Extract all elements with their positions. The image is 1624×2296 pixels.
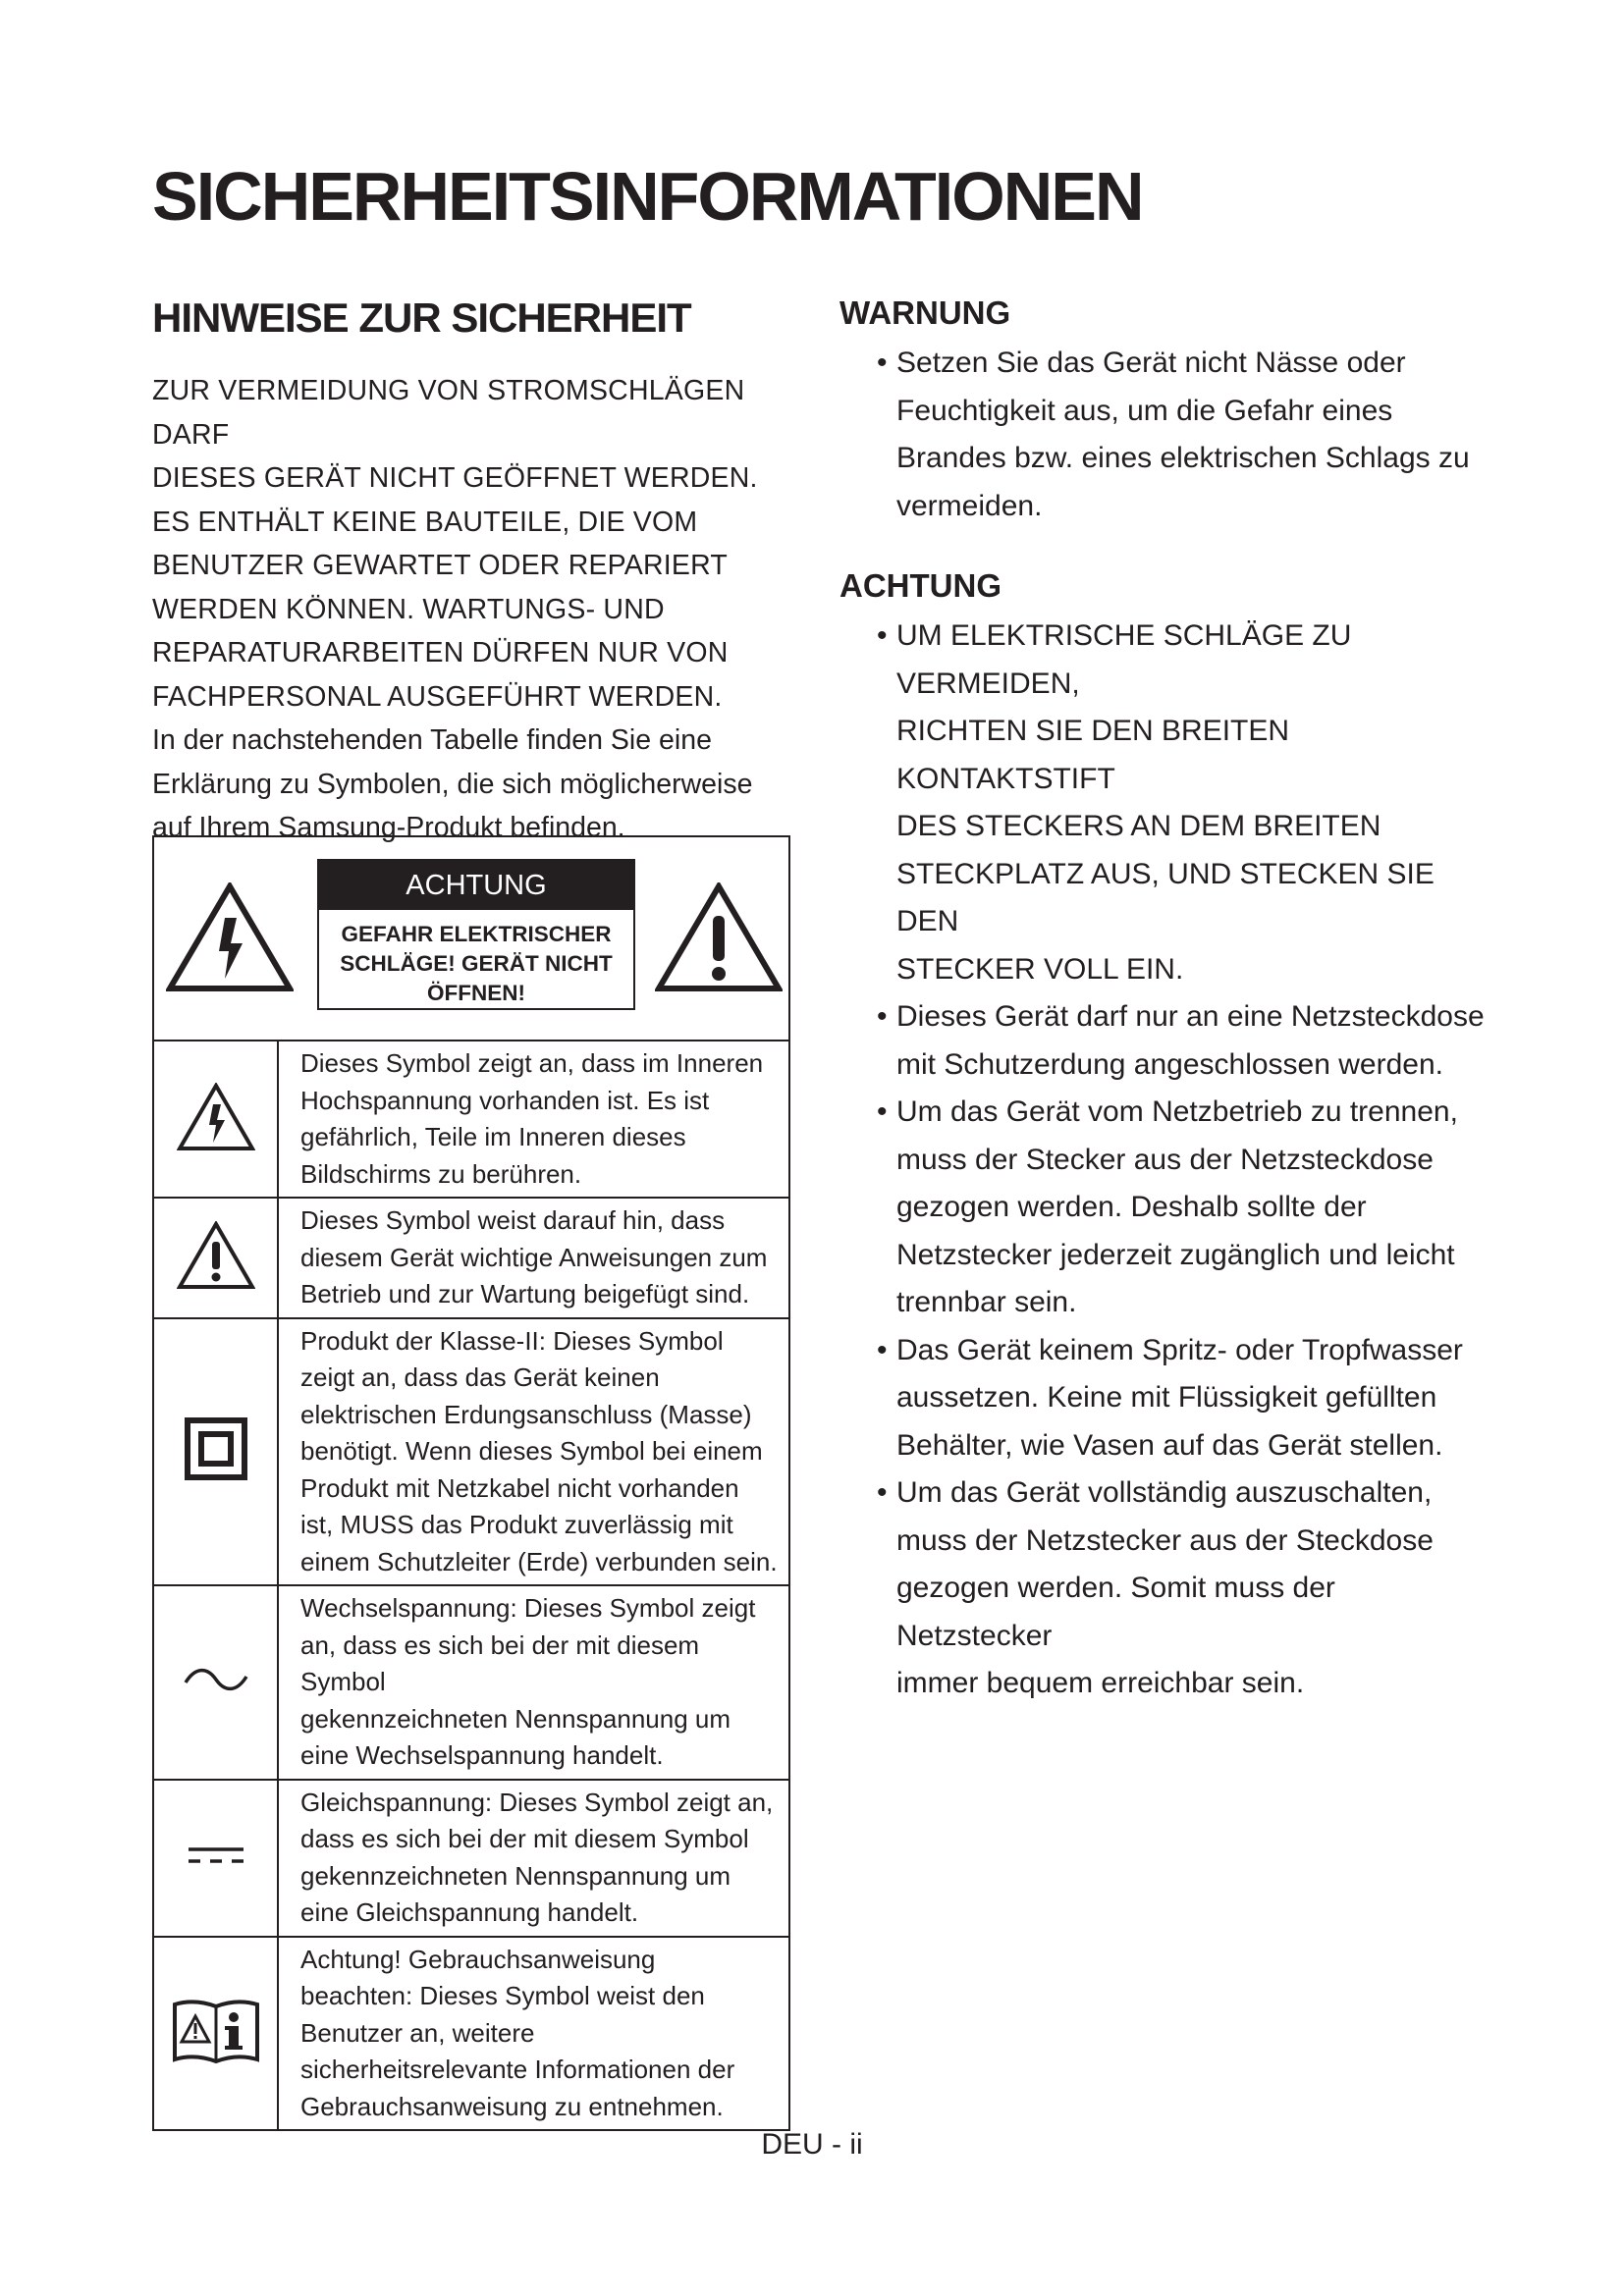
bullet-icon: • [877, 1476, 888, 1509]
warnung-title: WARNUNG [839, 294, 1011, 331]
list-item-line: Setzen Sie das Gerät nicht Nässe oder [896, 347, 1406, 379]
description-line: diesem Gerät wichtige Anweisungen zum [300, 1242, 768, 1272]
list-item-line: RICHTEN SIE DEN BREITEN KONTAKTSTIFT [896, 715, 1290, 795]
description-line: Dieses Symbol weist darauf hin, dass [300, 1205, 726, 1235]
intro-line: ZUR VERMEIDUNG VON STROMSCHLÄGEN DARF [152, 375, 745, 451]
warnung-list [839, 340, 1488, 530]
ac-voltage-icon [182, 1682, 250, 1698]
list-item-line: vermeiden. [896, 489, 1043, 522]
description-line: dass es sich bei der mit diesem Symbol [300, 1824, 749, 1853]
table-header-cell [153, 836, 789, 1041]
high-voltage-icon [166, 882, 294, 997]
table-icon-cell [153, 1041, 278, 1198]
list-item-line: trennbar sein. [896, 1286, 1077, 1318]
table-row [153, 1780, 789, 1937]
table-description-cell [278, 1937, 789, 2131]
bullet-icon: • [877, 347, 888, 379]
list-item-line: Brandes bzw. eines elektrischen Schlags zu [896, 442, 1470, 474]
intro-line: auf Ihrem Samsung-Produkt befinden. [152, 812, 625, 843]
table-description-cell [278, 1198, 789, 1318]
achtung-list [839, 613, 1488, 1708]
list-item-line: Dieses Gerät darf nur an eine Netzsteckdose [896, 1000, 1485, 1033]
achtung-title: ACHTUNG [839, 567, 1001, 604]
bullet-icon: • [877, 1333, 888, 1366]
table-row [153, 1937, 789, 2131]
intro-line: Erklärung zu Symbolen, die sich möglicherweise [152, 768, 753, 800]
list-item-line: Um das Gerät vollständig auszuschalten, [896, 1476, 1433, 1509]
caution-label-line: ÖFFNEN! [427, 981, 525, 1005]
description-line: Wechselspannung: Dieses Symbol zeigt [300, 1593, 756, 1623]
table-description-cell [278, 1041, 789, 1198]
caution-label-text [319, 910, 633, 1008]
description-line: gekennzeichneten Nennspannung um [300, 1860, 731, 1891]
dc-voltage-icon [185, 1854, 247, 1871]
list-item-line: STECKER VOLL EIN. [896, 952, 1184, 986]
description-line: gekennzeichneten Nennspannung um [300, 1703, 731, 1734]
intro-line: FACHPERSONAL AUSGEFÜHRT WERDEN. [152, 680, 723, 713]
list-item-line: immer bequem erreichbar sein. [896, 1667, 1305, 1699]
description-line: eine Wechselspannung handelt. [300, 1740, 664, 1770]
list-item-line: gezogen werden. Somit muss der Netzstecker [896, 1572, 1335, 1652]
list-item [877, 1469, 1488, 1708]
description-line: Gleichspannung: Dieses Symbol zeigt an, [300, 1787, 774, 1817]
list-item [877, 1327, 1488, 1470]
exclamation-icon [655, 882, 783, 997]
list-item-line: DES STECKERS AN DEM BREITEN [896, 810, 1381, 842]
right-column [839, 294, 1488, 1708]
page-footer: DEU - ii [761, 2128, 863, 2161]
achtung-block [839, 567, 1488, 1708]
description-line: ist, MUSS das Produkt zuverlässig mit [300, 1510, 733, 1539]
description-line: sicherheitsrelevante Informationen der [300, 2055, 735, 2084]
intro-line: BENUTZER GEWARTET ODER REPARIERT [152, 550, 728, 581]
description-line: Achtung! Gebrauchsanweisung [300, 1944, 656, 1974]
description-line: Bildschirms zu berühren. [300, 1158, 582, 1189]
table-icon-cell [153, 1780, 278, 1937]
intro-line: WERDEN KÖNNEN. WARTUNGS- UND [152, 593, 665, 625]
symbol-table [152, 835, 790, 2131]
table-icon-cell [153, 1198, 278, 1318]
list-item-line: mit Schutzerdung angeschlossen werden. [896, 1047, 1443, 1081]
warnung-block [839, 294, 1488, 530]
caution-label-line: SCHLÄGE! GERÄT NICHT [340, 951, 613, 976]
list-item-line: Feuchtigkeit aus, um die Gefahr eines [896, 394, 1393, 427]
description-line: eine Gleichspannung handelt. [300, 1897, 639, 1927]
description-line: elektrischen Erdungsanschluss (Masse) [300, 1399, 752, 1429]
intro-text [152, 369, 800, 850]
caution-label-title: ACHTUNG [319, 861, 633, 910]
list-item-line: gezogen werden. Deshalb sollte der [896, 1191, 1367, 1223]
table-row [153, 1585, 789, 1780]
table-row [153, 1318, 789, 1586]
table-icon-cell [153, 1585, 278, 1780]
description-line: Produkt der Klasse-II: Dieses Symbol [300, 1325, 724, 1356]
intro-line: DIESES GERÄT NICHT GEÖFFNET WERDEN. [152, 462, 758, 494]
description-line: gefährlich, Teile im Inneren dieses [300, 1122, 686, 1151]
left-column [152, 294, 800, 850]
list-item [877, 993, 1488, 1089]
list-item-line: Um das Gerät vom Netzbetrieb zu trennen, [896, 1095, 1458, 1128]
list-item-line: Das Gerät keinem Spritz- oder Tropfwasser [896, 1333, 1463, 1366]
description-line: Betrieb und zur Wartung beigefügt sind. [300, 1279, 750, 1308]
description-line: an, dass es sich bei der mit diesem Symbol [300, 1629, 700, 1696]
list-item-line: aussetzen. Keine mit Flüssigkeit gefüllten [896, 1381, 1437, 1414]
table-row [153, 1041, 789, 1198]
description-line: Hochspannung vorhanden ist. Es ist [300, 1085, 710, 1115]
list-item-line: UM ELEKTRISCHE SCHLÄGE ZU VERMEIDEN, [896, 619, 1352, 700]
table-description-cell [278, 1780, 789, 1937]
intro-line: ES ENTHÄLT KEINE BAUTEILE, DIE VOM [152, 506, 698, 538]
caution-label-line: GEFAHR ELEKTRISCHER [341, 922, 612, 946]
list-item [877, 1089, 1488, 1327]
list-item-line: STECKPLATZ AUS, UND STECKEN SIE DEN [896, 857, 1435, 937]
description-line: beachten: Dieses Symbol weist den [300, 1981, 705, 2010]
description-line: einem Schutzleiter (Erde) verbunden sein. [300, 1546, 778, 1576]
intro-line: REPARATURARBEITEN DÜRFEN NUR VON [152, 637, 729, 668]
description-line: Benutzer an, weitere [300, 2017, 535, 2048]
list-item-line: Netzstecker jederzeit zugänglich und leicht [896, 1238, 1455, 1271]
description-line: Gebrauchsanweisung zu entnehmen. [300, 2091, 724, 2121]
list-item [877, 613, 1488, 993]
description-line: Dieses Symbol zeigt an, dass im Inneren [300, 1048, 764, 1078]
caution-label-box [317, 859, 635, 1010]
class-ii-icon [185, 1468, 247, 1484]
page-title: SICHERHEITSINFORMATIONEN [152, 158, 1143, 235]
list-item [877, 340, 1488, 530]
table-description-cell [278, 1318, 789, 1586]
exclamation-icon [177, 1277, 255, 1294]
list-item-line: muss der Stecker aus der Netzsteckdose [896, 1143, 1434, 1176]
table-icon-cell [153, 1937, 278, 2131]
description-line: benötigt. Wenn dieses Symbol bei einem [300, 1436, 763, 1466]
bullet-icon: • [877, 1000, 888, 1033]
table-description-cell [278, 1585, 789, 1780]
bullet-icon: • [877, 619, 888, 652]
description-line: zeigt an, dass das Gerät keinen [300, 1362, 660, 1392]
section-title-hinweise: HINWEISE ZUR SICHERHEIT [152, 294, 691, 341]
bullet-icon: • [877, 1095, 888, 1128]
high-voltage-icon [177, 1139, 255, 1155]
list-item-line: Behälter, wie Vasen auf das Gerät stellen. [896, 1428, 1443, 1462]
manual-info-icon [171, 2053, 261, 2069]
table-icon-cell [153, 1318, 278, 1586]
intro-line: In der nachstehenden Tabelle finden Sie eine [152, 724, 712, 756]
description-line: Produkt mit Netzkabel nicht vorhanden [300, 1472, 739, 1503]
list-item-line: muss der Netzstecker aus der Steckdose [896, 1523, 1434, 1557]
table-row [153, 1198, 789, 1318]
